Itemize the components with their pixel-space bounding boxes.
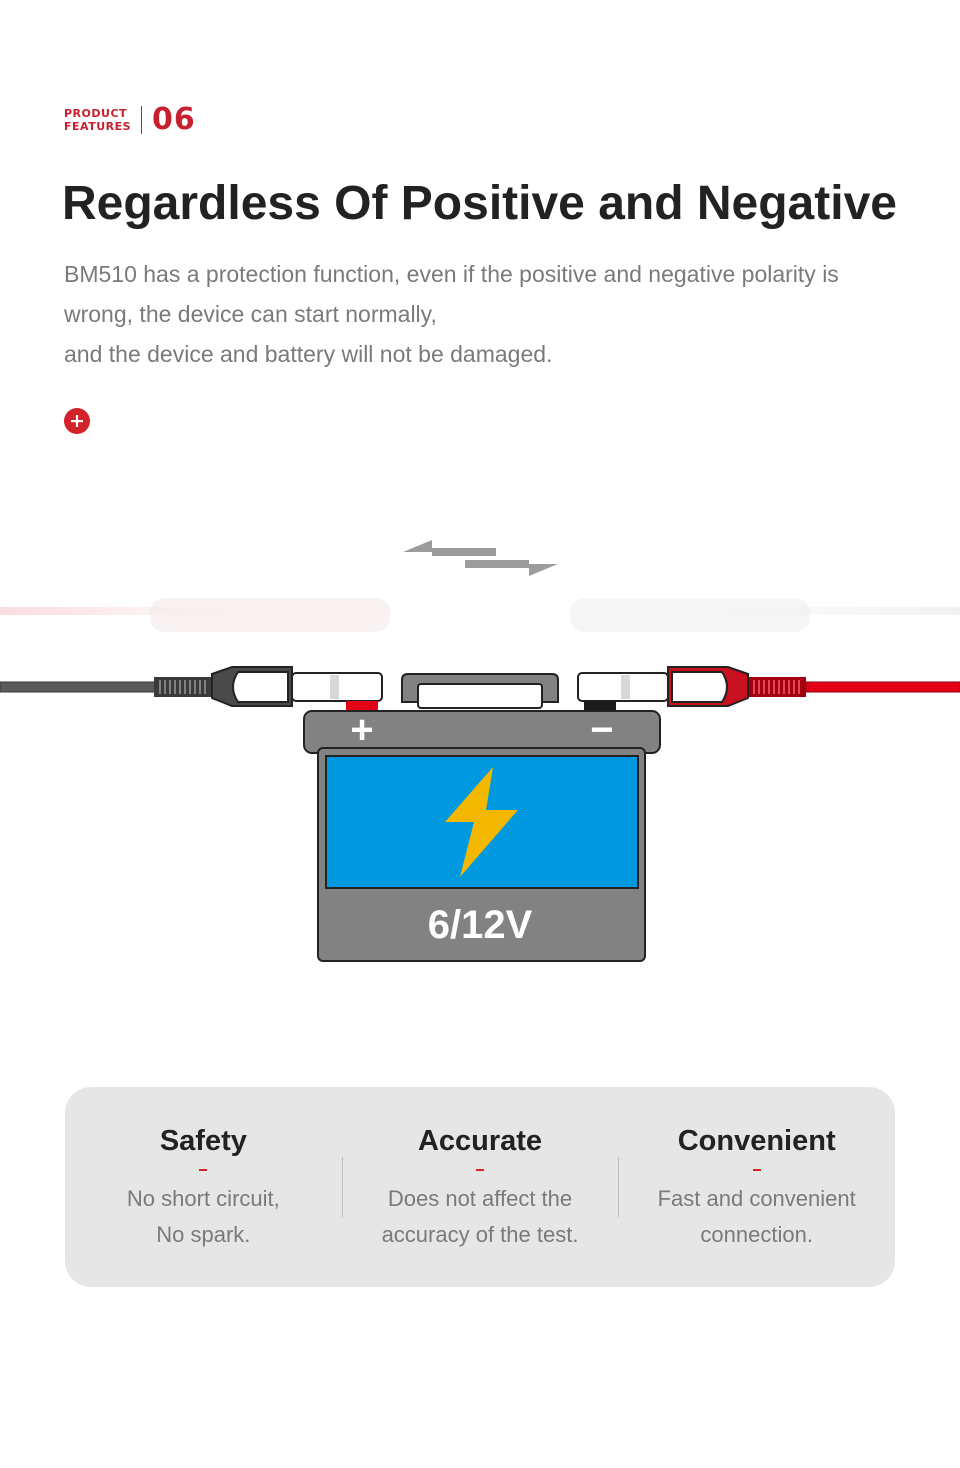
section-tag [64, 102, 196, 137]
feature-line: Fast and convenient [657, 1186, 856, 1211]
feature-dash [476, 1169, 484, 1171]
red-cable [578, 667, 960, 706]
feature-line: connection. [700, 1222, 813, 1247]
black-cable [0, 667, 382, 706]
description [64, 254, 904, 374]
feature-line: No short circuit, [126, 1186, 280, 1211]
features-panel [65, 1087, 895, 1287]
feature-title: Accurate [417, 1125, 543, 1157]
feature-line: accuracy of the test. [381, 1222, 579, 1247]
faded-cables [0, 598, 960, 632]
plus-circle-icon [64, 408, 90, 434]
feature-convenient [618, 1087, 895, 1287]
feature-line: No spark. [156, 1222, 251, 1247]
feature-safety [65, 1087, 342, 1287]
battery-voltage-label: 6/12V [427, 903, 533, 947]
feature-text [65, 1181, 342, 1253]
feature-text [618, 1181, 895, 1253]
tag-words [64, 107, 131, 133]
page-title: Regardless Of Positive and Negative [62, 177, 897, 230]
feature-title: Safety [159, 1125, 247, 1157]
description-line: and the device and battery will not be damaged. [64, 341, 553, 367]
description-line: wrong, the device can start normally, [64, 301, 437, 327]
swap-arrows-icon [403, 540, 558, 576]
tag-number: 06 [152, 102, 196, 137]
negative-symbol: − [590, 708, 614, 752]
tag-line2: FEATURES [64, 119, 132, 133]
positive-symbol: + [350, 708, 374, 752]
feature-title: Convenient [677, 1125, 836, 1157]
feature-dash [753, 1169, 761, 1171]
feature-text [342, 1181, 619, 1253]
feature-dash [199, 1169, 207, 1171]
description-line: BM510 has a protection function, even if the positive and negative polarity is [64, 261, 839, 287]
battery-illustration [0, 520, 960, 980]
feature-accurate [342, 1087, 619, 1287]
feature-line: Does not affect the [387, 1186, 573, 1211]
tag-divider [141, 106, 142, 134]
tag-line1: PRODUCT [64, 106, 128, 120]
